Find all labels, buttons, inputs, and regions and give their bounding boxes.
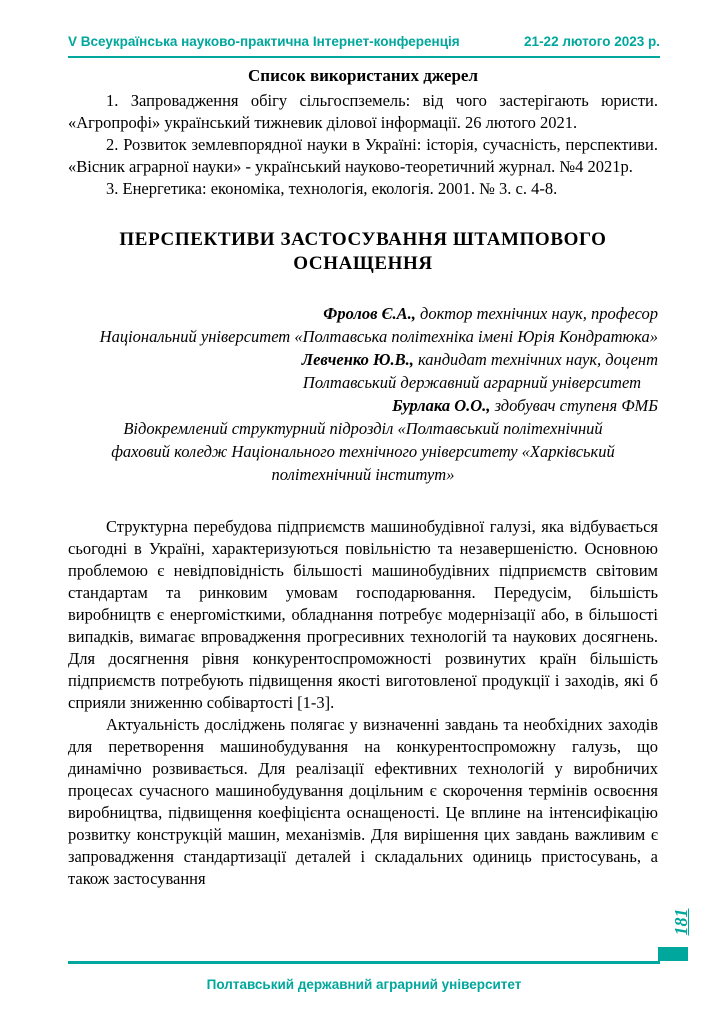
body-paragraph: Структурна перебудова підприємств машинобудівної галузі, яка відбувається сьогодні в Україні, характеризуються повільністю та незавершеністю. Основною проблемою є невідповідність більшості машинобудівних підприємств світовим стандартам та ринковим умовам господарювання. Передусім, більшість виробництв є енергомісткими, обладнання потребує модернізації або, в більшості випадків, вимагає впровадження прогресивних технологій та наукових досягнень. Для досягнення рівня конкурентоспроможності розвинутих країн більшість підприємств потребують підвищення якості виготовленої продукції і заходів, які б сприяли зниженню собівартості [1-3]. [68, 517, 658, 712]
page-header [68, 34, 660, 49]
author-name: Фролов Є.А., [323, 304, 416, 323]
authors-block [68, 302, 658, 486]
header-rule [68, 56, 660, 58]
body-paragraph: Актуальність досліджень полягає у визначенні завдань та необхідних заходів для перетворення машинобудування на конкурентоспроможну галузь, що динамічно розвивається. Для реалізації ефективних технологій у виробничих процесах сучасного машинобудування доцільним є скорочення термінів освоєння виробництва, підвищення коефіцієнта оснащеності. Це вплине на інтенсифікацію розвитку конструкцій машин, механізмів. Для вирішення цих завдань важливим є запровадження стандартизації деталей і складальних одиниць пристосувань, а також застосування [68, 715, 658, 888]
reference-item: 3. Енергетика: економіка, технологія, екологія. 2001. № 3. с. 4-8. [106, 179, 558, 198]
author-role: кандидат технічних наук, доцент [413, 350, 658, 369]
reference-item: 1. Запровадження обігу сільгоспземель: від чого застерігають юристи. «Агропрофі» український тижневик ділової інформації. 26 лютого 2021. [68, 91, 658, 132]
article-body [68, 516, 658, 890]
author-affiliation [68, 371, 658, 394]
author-line [68, 394, 658, 417]
affiliation-text: Відокремлений структурний підрозділ «Полтавський політехнічний фаховий коледж Національного технічного університету «Харківський політехнічний інститут» [111, 419, 615, 484]
header-date: 21-22 лютого 2023 р. [524, 34, 660, 49]
author-affiliation [68, 325, 658, 348]
author-role: здобувач ступеня ФМБ [490, 396, 658, 415]
article-title: ПЕРСПЕКТИВИ ЗАСТОСУВАННЯ ШТАМПОВОГО ОСНАЩЕННЯ [119, 229, 607, 274]
page-number-block [658, 947, 688, 961]
author-name: Бурлака О.О., [392, 396, 491, 415]
author-line [68, 348, 658, 371]
author-affiliation [68, 417, 658, 486]
references-title: Список використаних джерел [248, 66, 478, 85]
footer-text: Полтавський державний аграрний університет [206, 977, 522, 992]
author-role: доктор технічних наук, професор [415, 304, 658, 323]
page-content [68, 66, 658, 890]
author-name: Левченко Ю.В., [301, 350, 414, 369]
page-footer [68, 977, 660, 992]
header-conference-title: V Всеукраїнська науково-практична Інтернет-конференція [68, 34, 460, 49]
footer-rule [68, 961, 660, 964]
affiliation-text: Національний університет «Полтавська політехніка імені Юрія Кондратюка» [99, 327, 658, 346]
reference-item: 2. Розвиток землевпорядної науки в Україні: історія, сучасність, перспективи. «Вісник аграрної науки» - український науково-теоретичний журнал. №4 2021р. [68, 135, 658, 176]
affiliation-text: Полтавський державний аграрний університет [302, 373, 641, 392]
author-line [68, 302, 658, 325]
page-number: 181 [670, 908, 691, 936]
